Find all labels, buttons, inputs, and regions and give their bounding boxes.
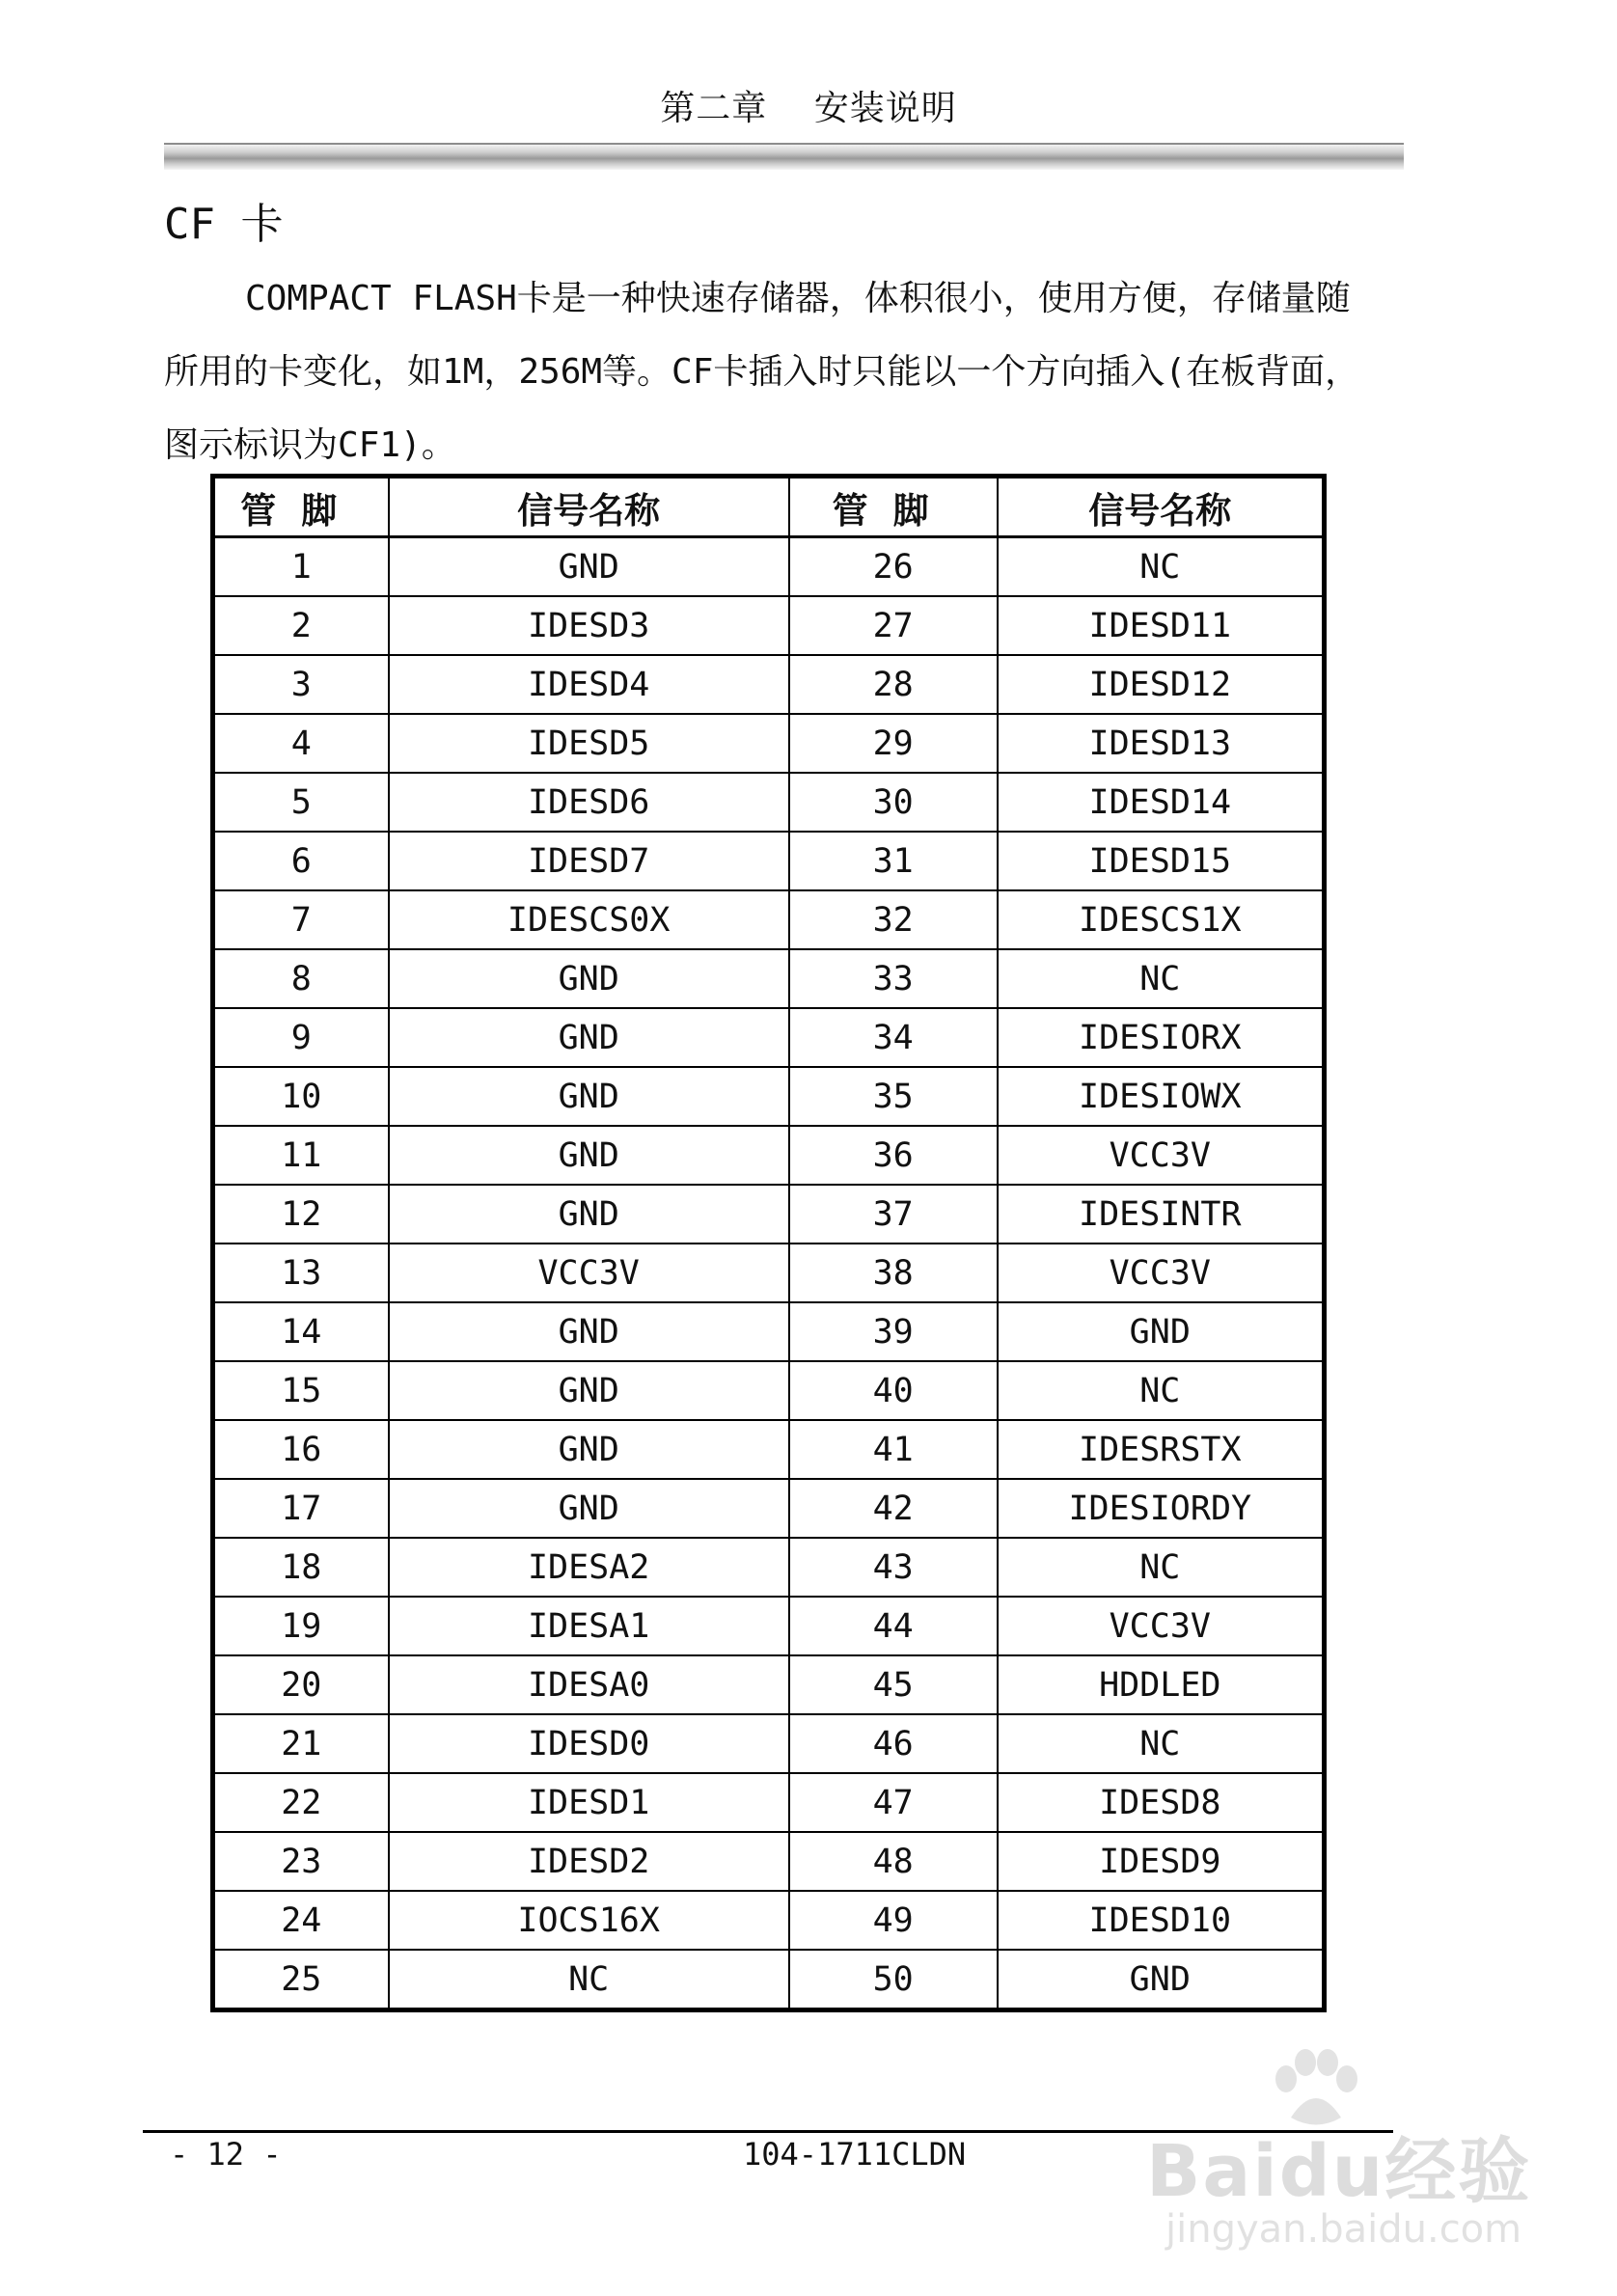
signal-name-cell: VCC3V bbox=[998, 1126, 1325, 1185]
pin-number-cell: 16 bbox=[213, 1420, 389, 1479]
signal-name-cell: VCC3V bbox=[998, 1244, 1325, 1302]
pin-number-cell: 31 bbox=[789, 832, 998, 890]
pin-number-cell: 34 bbox=[789, 1008, 998, 1067]
signal-name-cell: GND bbox=[389, 1302, 789, 1361]
signal-name-cell: IDESD8 bbox=[998, 1773, 1325, 1832]
chapter-header bbox=[0, 81, 1617, 130]
signal-name-cell: IDESIOWX bbox=[998, 1067, 1325, 1126]
pin-number-cell: 9 bbox=[213, 1008, 389, 1067]
pin-number-cell: 33 bbox=[789, 949, 998, 1008]
signal-name-cell: IDESD10 bbox=[998, 1891, 1325, 1950]
pin-number-cell: 4 bbox=[213, 714, 389, 773]
signal-name-cell: NC bbox=[389, 1950, 789, 2010]
pin-number-cell: 22 bbox=[213, 1773, 389, 1832]
signal-name-cell: IDESINTR bbox=[998, 1185, 1325, 1244]
section-title: CF 卡 bbox=[164, 200, 284, 249]
pin-number-cell: 27 bbox=[789, 596, 998, 655]
signal-name-cell: GND bbox=[389, 1420, 789, 1479]
signal-name-cell: IDESD11 bbox=[998, 596, 1325, 655]
signal-name-cell: GND bbox=[389, 1185, 789, 1244]
table-row bbox=[213, 1302, 1325, 1361]
pin-number-cell: 1 bbox=[213, 537, 389, 597]
pin-number-cell: 18 bbox=[213, 1538, 389, 1597]
signal-name-cell: IDESD4 bbox=[389, 655, 789, 714]
model-number: 104-1711CLDN bbox=[743, 2136, 967, 2173]
pin-number-cell: 3 bbox=[213, 655, 389, 714]
pin-number-cell: 8 bbox=[213, 949, 389, 1008]
header-rule bbox=[164, 143, 1404, 170]
table-row bbox=[213, 1361, 1325, 1420]
signal-name-cell: IDESD14 bbox=[998, 773, 1325, 832]
signal-name-cell: IDESIORX bbox=[998, 1008, 1325, 1067]
signal-name-cell: GND bbox=[389, 1361, 789, 1420]
signal-name-cell: GND bbox=[389, 1008, 789, 1067]
header-signal: 信号名称 bbox=[389, 477, 789, 537]
pin-number-cell: 15 bbox=[213, 1361, 389, 1420]
table-row bbox=[213, 949, 1325, 1008]
table-row bbox=[213, 1714, 1325, 1773]
signal-name-cell: NC bbox=[998, 537, 1325, 597]
signal-name-cell: NC bbox=[998, 949, 1325, 1008]
pin-number-cell: 14 bbox=[213, 1302, 389, 1361]
watermark-url: jingyan.baidu.com bbox=[1165, 2207, 1522, 2252]
pin-number-cell: 10 bbox=[213, 1067, 389, 1126]
pin-number-cell: 50 bbox=[789, 1950, 998, 2010]
watermark bbox=[1146, 2045, 1532, 2267]
pin-number-cell: 25 bbox=[213, 1950, 389, 2010]
pin-number-cell: 5 bbox=[213, 773, 389, 832]
signal-name-cell: VCC3V bbox=[389, 1244, 789, 1302]
signal-name-cell: IDESCS1X bbox=[998, 890, 1325, 949]
signal-name-cell: NC bbox=[998, 1538, 1325, 1597]
chapter-number: 第二章 bbox=[660, 89, 768, 128]
chapter-title: 安装说明 bbox=[813, 89, 957, 128]
table-row bbox=[213, 537, 1325, 597]
signal-name-cell: IDESD6 bbox=[389, 773, 789, 832]
signal-name-cell: IDESD1 bbox=[389, 1773, 789, 1832]
table-row bbox=[213, 832, 1325, 890]
pin-number-cell: 44 bbox=[789, 1597, 998, 1655]
signal-name-cell: IDESD15 bbox=[998, 832, 1325, 890]
signal-name-cell: IDESD12 bbox=[998, 655, 1325, 714]
signal-name-cell: IDESD7 bbox=[389, 832, 789, 890]
header-pin: 管脚 bbox=[213, 477, 389, 537]
pin-number-cell: 38 bbox=[789, 1244, 998, 1302]
pin-number-cell: 32 bbox=[789, 890, 998, 949]
signal-name-cell: GND bbox=[389, 949, 789, 1008]
pin-number-cell: 41 bbox=[789, 1420, 998, 1479]
signal-name-cell: NC bbox=[998, 1361, 1325, 1420]
table-row bbox=[213, 1655, 1325, 1714]
pin-number-cell: 48 bbox=[789, 1832, 998, 1891]
table-row bbox=[213, 1891, 1325, 1950]
pin-number-cell: 11 bbox=[213, 1126, 389, 1185]
header-signal: 信号名称 bbox=[998, 477, 1325, 537]
pin-number-cell: 39 bbox=[789, 1302, 998, 1361]
pin-number-cell: 42 bbox=[789, 1479, 998, 1538]
pin-number-cell: 7 bbox=[213, 890, 389, 949]
table-row bbox=[213, 1832, 1325, 1891]
signal-name-cell: IDESD13 bbox=[998, 714, 1325, 773]
pin-number-cell: 19 bbox=[213, 1597, 389, 1655]
pin-number-cell: 35 bbox=[789, 1067, 998, 1126]
pin-number-cell: 29 bbox=[789, 714, 998, 773]
signal-name-cell: GND bbox=[998, 1950, 1325, 2010]
page-number: - 12 - bbox=[170, 2136, 282, 2173]
signal-name-cell: IDESRSTX bbox=[998, 1420, 1325, 1479]
pin-number-cell: 20 bbox=[213, 1655, 389, 1714]
table-row bbox=[213, 714, 1325, 773]
pin-number-cell: 6 bbox=[213, 832, 389, 890]
pin-number-cell: 43 bbox=[789, 1538, 998, 1597]
watermark-brand: Baidu经验 bbox=[1146, 2130, 1532, 2213]
table-row bbox=[213, 1479, 1325, 1538]
table-header-row bbox=[213, 477, 1325, 537]
signal-name-cell: IOCS16X bbox=[389, 1891, 789, 1950]
signal-name-cell: IDESD5 bbox=[389, 714, 789, 773]
pin-number-cell: 47 bbox=[789, 1773, 998, 1832]
signal-name-cell: IDESIORDY bbox=[998, 1479, 1325, 1538]
table-row bbox=[213, 1773, 1325, 1832]
table-row bbox=[213, 596, 1325, 655]
pin-number-cell: 26 bbox=[789, 537, 998, 597]
pin-number-cell: 40 bbox=[789, 1361, 998, 1420]
signal-name-cell: IDESD0 bbox=[389, 1714, 789, 1773]
signal-name-cell: IDESD3 bbox=[389, 596, 789, 655]
table-row bbox=[213, 655, 1325, 714]
table-row bbox=[213, 890, 1325, 949]
signal-name-cell: GND bbox=[389, 1479, 789, 1538]
pin-number-cell: 23 bbox=[213, 1832, 389, 1891]
intro-paragraph: COMPACT FLASH卡是一种快速存储器，体积很小，使用方便，存储量随所用的卡变化，如1M，256M等。CF卡插入时只能以一个方向插入(在板背面，图示标识为CF1)。 bbox=[164, 279, 1360, 465]
pin-table bbox=[210, 474, 1327, 2012]
table-row bbox=[213, 1597, 1325, 1655]
signal-name-cell: NC bbox=[998, 1714, 1325, 1773]
table-row bbox=[213, 1067, 1325, 1126]
pin-number-cell: 12 bbox=[213, 1185, 389, 1244]
signal-name-cell: GND bbox=[389, 1067, 789, 1126]
pin-number-cell: 45 bbox=[789, 1655, 998, 1714]
table-row bbox=[213, 1185, 1325, 1244]
signal-name-cell: IDESA0 bbox=[389, 1655, 789, 1714]
pin-number-cell: 37 bbox=[789, 1185, 998, 1244]
signal-name-cell: GND bbox=[389, 537, 789, 597]
table-row bbox=[213, 1420, 1325, 1479]
table-row bbox=[213, 1244, 1325, 1302]
signal-name-cell: IDESA2 bbox=[389, 1538, 789, 1597]
pin-number-cell: 17 bbox=[213, 1479, 389, 1538]
pin-number-cell: 2 bbox=[213, 596, 389, 655]
signal-name-cell: IDESD2 bbox=[389, 1832, 789, 1891]
pin-number-cell: 36 bbox=[789, 1126, 998, 1185]
signal-name-cell: HDDLED bbox=[998, 1655, 1325, 1714]
pin-table-body bbox=[213, 537, 1325, 2010]
pin-number-cell: 30 bbox=[789, 773, 998, 832]
signal-name-cell: GND bbox=[389, 1126, 789, 1185]
pin-number-cell: 28 bbox=[789, 655, 998, 714]
pin-number-cell: 46 bbox=[789, 1714, 998, 1773]
signal-name-cell: VCC3V bbox=[998, 1597, 1325, 1655]
table-row bbox=[213, 773, 1325, 832]
pin-number-cell: 13 bbox=[213, 1244, 389, 1302]
table-row bbox=[213, 1538, 1325, 1597]
signal-name-cell: GND bbox=[998, 1302, 1325, 1361]
table-row bbox=[213, 1008, 1325, 1067]
table-row bbox=[213, 1950, 1325, 2010]
table-row bbox=[213, 1126, 1325, 1185]
signal-name-cell: IDESD9 bbox=[998, 1832, 1325, 1891]
header-pin: 管脚 bbox=[789, 477, 998, 537]
pin-number-cell: 24 bbox=[213, 1891, 389, 1950]
signal-name-cell: IDESA1 bbox=[389, 1597, 789, 1655]
signal-name-cell: IDESCS0X bbox=[389, 890, 789, 949]
pin-number-cell: 21 bbox=[213, 1714, 389, 1773]
pin-number-cell: 49 bbox=[789, 1891, 998, 1950]
